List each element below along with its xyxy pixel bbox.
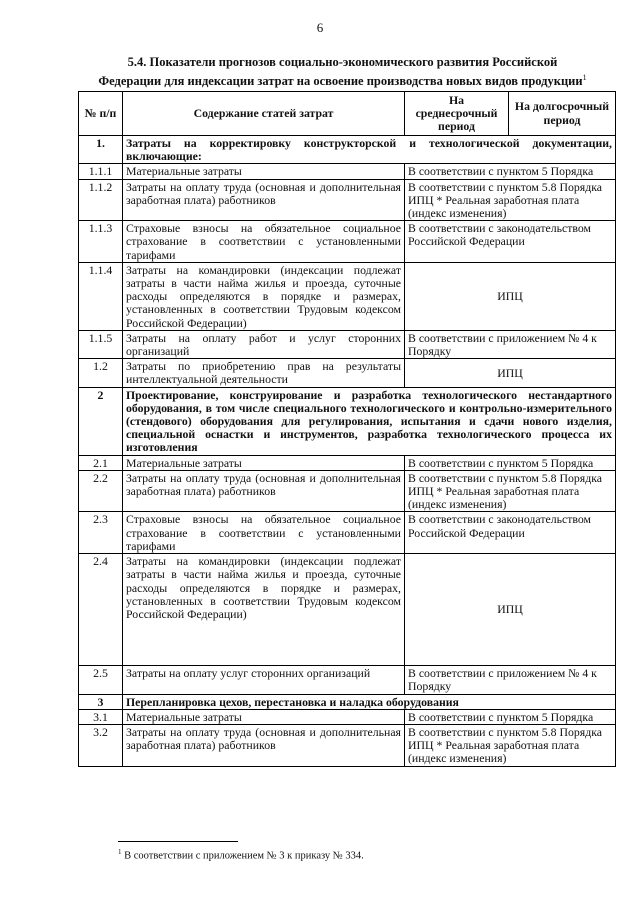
footnote [118, 848, 364, 862]
cost-item-description: Затраты по приобретению прав на результаты интеллектуальной деятельности [123, 359, 405, 387]
indexation-method: В соответствии с пунктом 5 Порядка [405, 455, 616, 470]
table-row [79, 512, 616, 554]
table-row [79, 330, 616, 358]
category-title: Затраты на корректировку конструкторской и технологической документации, включающие: [123, 136, 616, 164]
footnote-mark: 1 [118, 848, 122, 856]
table-category-row [79, 136, 616, 164]
indexation-method: В соответствии с пунктом 5.8 Порядка ИПЦ * Реальная заработная плата (индекс изменения) [405, 179, 616, 221]
indexation-method: ИПЦ [405, 359, 616, 387]
indexation-method: В соответствии с приложением № 4 к Порядку [405, 330, 616, 358]
footnote-divider [118, 841, 238, 842]
row-number: 1.2 [79, 359, 123, 387]
cost-item-description: Затраты на оплату труда (основная и дополнительная заработная плата) работников [123, 470, 405, 512]
indexation-method: ИПЦ [405, 554, 616, 666]
row-number: 3 [79, 694, 123, 709]
indexation-method: ИПЦ [405, 262, 616, 330]
table-row [79, 666, 616, 694]
indexation-method: В соответствии с пунктом 5.8 Порядка ИПЦ * Реальная заработная плата (индекс изменения) [405, 724, 616, 766]
cost-item-description: Затраты на оплату труда (основная и дополнительная заработная плата) работников [123, 179, 405, 221]
table-row [79, 724, 616, 766]
cost-item-description: Страховые взносы на обязательное социальное страхование в соответствии с установленными тарифами [123, 512, 405, 554]
indexation-method: В соответствии с пунктом 5 Порядка [405, 709, 616, 724]
table-category-row [79, 694, 616, 709]
table-row [79, 709, 616, 724]
table-row [79, 455, 616, 470]
category-title: Проектирование, конструирование и разработка технологического нестандартного оборудования, в том числе специального технологического и контрольно-измерительного (стендового) оборудования для регулирования, испытания и сдачи нового изделия, специальной оснастки и инструментов, разработка технологического процесса их изготовления [123, 387, 616, 455]
table-row [79, 221, 616, 263]
indexation-method: В соответствии с пунктом 5 Порядка [405, 164, 616, 179]
row-number: 1.1.4 [79, 262, 123, 330]
cost-item-description: Затраты на оплату труда (основная и дополнительная заработная плата) работников [123, 724, 405, 766]
cost-item-description: Затраты на оплату работ и услуг сторонних организаций [123, 330, 405, 358]
header-num: № п/п [79, 92, 123, 136]
page-number: 6 [316, 20, 324, 35]
table-row [79, 262, 616, 330]
table-row [79, 470, 616, 512]
table-category-row [79, 387, 616, 455]
row-number: 1.1.3 [79, 221, 123, 263]
header-content: Содержание статей затрат [123, 92, 405, 136]
table-row [79, 554, 616, 666]
cost-item-description: Материальные затраты [123, 164, 405, 179]
cost-item-description: Материальные затраты [123, 709, 405, 724]
table-row [79, 164, 616, 179]
row-number: 2.2 [79, 470, 123, 512]
row-number: 1.1.2 [79, 179, 123, 221]
title-line-2: Федерации для индексации затрат на освоение производства новых видов продукции$^1$ [98, 73, 587, 89]
row-number: 1. [79, 136, 123, 164]
table-row [79, 359, 616, 387]
cost-item-description: Страховые взносы на обязательное социальное страхование в соответствии с установленными тарифами [123, 221, 405, 263]
table-row [79, 179, 616, 221]
row-number: 1.1.5 [79, 330, 123, 358]
row-number: 2.1 [79, 455, 123, 470]
row-number: 2.5 [79, 666, 123, 694]
cost-item-description: Затраты на командировки (индексации подлежат затраты в части найма жилья и проезда, суточные расходы определяются в порядке и размерах, установленных в соответствии Трудовым кодексом Российской Федерации) [123, 262, 405, 330]
row-number: 2 [79, 387, 123, 455]
row-number: 1.1.1 [79, 164, 123, 179]
table-header-row [79, 92, 616, 136]
indexation-method: В соответствии с пунктом 5.8 Порядка ИПЦ * Реальная заработная плата (индекс изменения) [405, 470, 616, 512]
cost-item-description: Затраты на оплату услуг сторонних организаций [123, 666, 405, 694]
indexation-method: В соответствии с законодательством Российской Федерации [405, 512, 616, 554]
cost-item-description: Материальные затраты [123, 455, 405, 470]
footnote-text: В соответствии с приложением № 3 к приказу № 334. [124, 850, 364, 862]
row-number: 3.2 [79, 724, 123, 766]
category-title: Перепланировка цехов, перестановка и наладка оборудования [123, 694, 616, 709]
indexation-method: В соответствии с приложением № 4 к Порядку [405, 666, 616, 694]
cost-item-description: Затраты на командировки (индексации подлежат затраты в части найма жилья и проезда, суточные расходы определяются в порядке и размерах, установленных в соответствии Трудовым кодексом Российской Федерации) [123, 554, 405, 666]
indexation-method: В соответствии с законодательством Российской Федерации [405, 221, 616, 263]
header-long-term: На долгосрочный период [509, 92, 616, 136]
title-line-1: 5.4. Показатели прогнозов социально-экономического развития Российской [127, 55, 558, 69]
cost-indexation-table [78, 91, 616, 767]
row-number: 3.1 [79, 709, 123, 724]
section-title [70, 55, 615, 89]
row-number: 2.3 [79, 512, 123, 554]
table-body [79, 136, 616, 767]
header-medium-term: На среднесрочный период [405, 92, 509, 136]
row-number: 2.4 [79, 554, 123, 666]
footnote-ref: 1 [582, 73, 587, 82]
